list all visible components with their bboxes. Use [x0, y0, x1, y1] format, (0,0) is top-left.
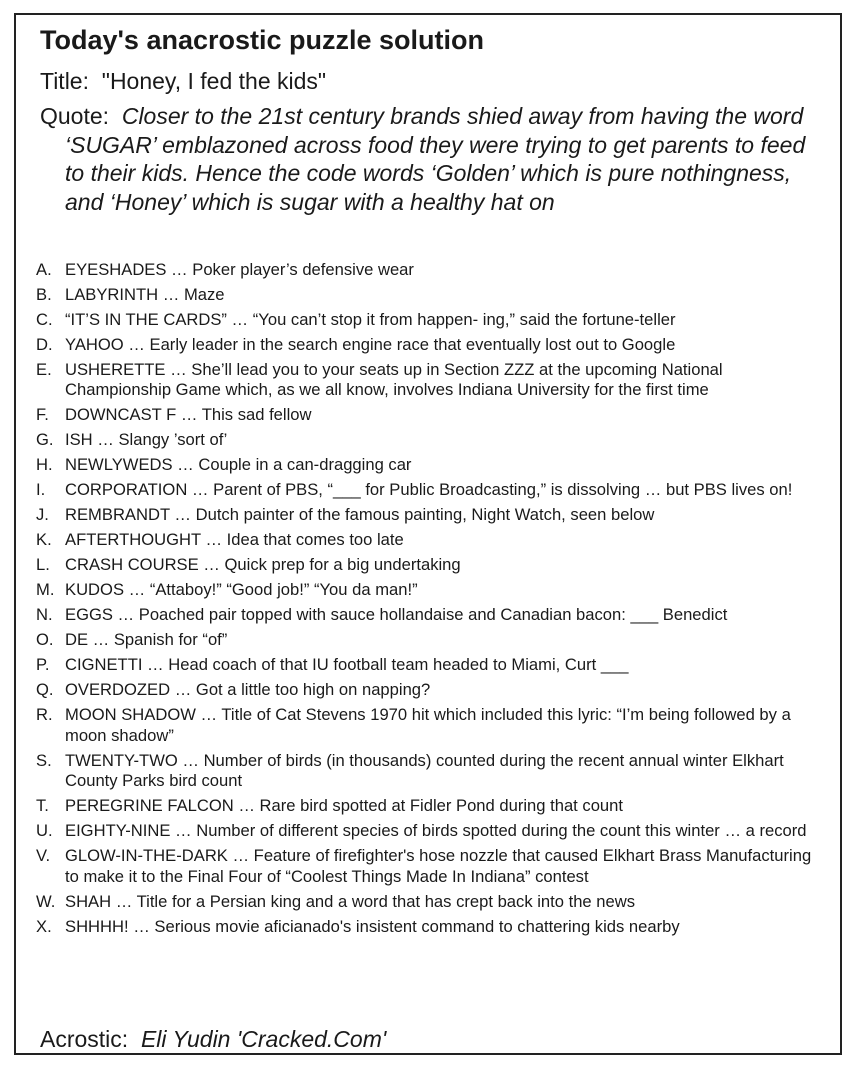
clue-letter: F.: [36, 405, 49, 425]
clue-letter: E.: [36, 360, 52, 379]
clue-letter: D.: [36, 335, 53, 354]
clue-letter: K.: [36, 530, 52, 550]
clue-item: [36, 751, 826, 792]
clue-item: [36, 630, 826, 650]
acrostic-value: Eli Yudin 'Cracked.Com': [140, 1026, 387, 1052]
clue-item: [36, 430, 826, 450]
clue-text: CORPORATION … Parent of PBS, “___ for Public Broadcasting,” is dissolving … but PBS lives on!: [65, 480, 793, 500]
clue-letter: R.: [36, 705, 53, 725]
clue-text: CIGNETTI … Head coach of that IU football team headed to Miami, Curt ___: [65, 655, 629, 675]
clue-letter: P.: [36, 655, 50, 675]
clue-text: DOWNCAST F … This sad fellow: [65, 405, 312, 425]
clue-text: TWENTY-TWO … Number of birds (in thousands) counted during the recent annual winter Elkhart County Parks bird count: [65, 750, 784, 791]
acrostic-label: Acrostic:: [40, 1026, 129, 1052]
clue-text: LABYRINTH … Maze: [65, 285, 225, 304]
clue-text: AFTERTHOUGHT … Idea that comes too late: [65, 530, 404, 550]
clue-item: [36, 405, 826, 425]
clue-item: [36, 705, 826, 746]
clue-letter: W.: [36, 891, 56, 911]
clue-item: [36, 892, 826, 912]
clue-list: [36, 260, 826, 942]
clue-item: [36, 260, 826, 280]
clue-item: [36, 555, 826, 575]
clue-letter: T.: [36, 796, 49, 816]
clue-text: KUDOS … “Attaboy!” “Good job!” “You da man!”: [65, 580, 418, 600]
clue-item: [36, 455, 826, 475]
clue-letter: B.: [36, 285, 52, 304]
clue-letter: A.: [36, 260, 52, 279]
clue-item: [36, 480, 826, 500]
clue-item: [36, 580, 826, 600]
clue-item: [36, 655, 826, 675]
puzzle-title-line: [40, 66, 326, 96]
clue-item: [36, 605, 826, 625]
clue-letter: L.: [36, 555, 50, 575]
clue-letter: O.: [36, 630, 54, 650]
clue-item: [36, 310, 826, 330]
clue-text: “IT’S IN THE CARDS” … “You can’t stop it from happen- ing,” said the fortune-teller: [65, 310, 676, 329]
clue-text: EIGHTY-NINE … Number of different species of birds spotted during the count this winter … a record: [65, 821, 807, 841]
clue-text: REMBRANDT … Dutch painter of the famous painting, Night Watch, seen below: [65, 505, 655, 525]
title-value: "Honey, I fed the kids": [101, 68, 327, 94]
title-label: Title:: [40, 68, 89, 94]
clue-text: SHHHH! … Serious movie aficianado's insistent command to chattering kids nearby: [65, 916, 680, 936]
clue-item: [36, 360, 826, 401]
clue-item: [36, 530, 826, 550]
clue-text: OVERDOZED … Got a little too high on napping?: [65, 680, 431, 700]
clue-item: [36, 821, 826, 841]
clue-letter: X.: [36, 916, 52, 936]
clue-letter: U.: [36, 821, 53, 841]
clue-text: SHAH … Title for a Persian king and a word that has crept back into the news: [65, 891, 636, 911]
clue-item: [36, 796, 826, 816]
clue-item: [36, 505, 826, 525]
clue-text: MOON SHADOW … Title of Cat Stevens 1970 hit which included this lyric: “I’m being followed by a moon shadow”: [65, 705, 791, 745]
clue-item: [36, 680, 826, 700]
clue-text: NEWLYWEDS … Couple in a can-dragging car: [65, 455, 412, 475]
clue-letter: M.: [36, 580, 55, 600]
clue-text: ISH … Slangy ’sort of’: [65, 430, 228, 450]
clue-letter: I.: [36, 480, 46, 500]
acrostic-line: [40, 1024, 386, 1054]
page-title: Today's anacrostic puzzle solution: [40, 25, 484, 55]
clue-text: USHERETTE … She’ll lead you to your seats up in Section ZZZ at the upcoming National Championship Game which, as we all know, involves Indiana University for the first time: [65, 360, 723, 400]
clue-item: [36, 285, 826, 305]
clue-letter: S.: [36, 750, 52, 770]
clue-text: EGGS … Poached pair topped with sauce hollandaise and Canadian bacon: ___ Benedict: [65, 605, 728, 625]
clue-item: [36, 335, 826, 355]
clue-letter: G.: [36, 430, 54, 450]
clue-letter: V.: [36, 846, 51, 866]
clue-text: CRASH COURSE … Quick prep for a big undertaking: [65, 555, 461, 575]
clue-text: EYESHADES … Poker player’s defensive wear: [65, 260, 414, 279]
clue-letter: C.: [36, 310, 53, 329]
puzzle-quote: [40, 102, 830, 217]
clue-letter: H.: [36, 455, 53, 475]
clue-text: YAHOO … Early leader in the search engine race that eventually lost out to Google: [65, 335, 676, 354]
clue-letter: J.: [36, 505, 49, 525]
clue-letter: Q.: [36, 680, 54, 700]
clue-item: [36, 846, 826, 887]
quote-text: Closer to the 21st century brands shied away from having the word ‘SUGAR’ emblazoned across food they were trying to get parents to feed to their kids. Hence the code words ‘Golden’ which is pure nothingness, and ‘Honey’ which is sugar with a healthy hat on: [65, 103, 806, 216]
clue-text: PEREGRINE FALCON … Rare bird spotted at Fidler Pond during that count: [65, 796, 623, 816]
clue-item: [36, 917, 826, 937]
clue-text: GLOW-IN-THE-DARK … Feature of firefighter's hose nozzle that caused Elkhart Brass Manufacturing to make it to the Final Four of “Coolest Things Made In Indiana” contest: [65, 846, 812, 886]
clue-letter: N.: [36, 605, 53, 625]
quote-label: Quote:: [40, 103, 110, 129]
clue-text: DE … Spanish for “of”: [65, 630, 228, 650]
